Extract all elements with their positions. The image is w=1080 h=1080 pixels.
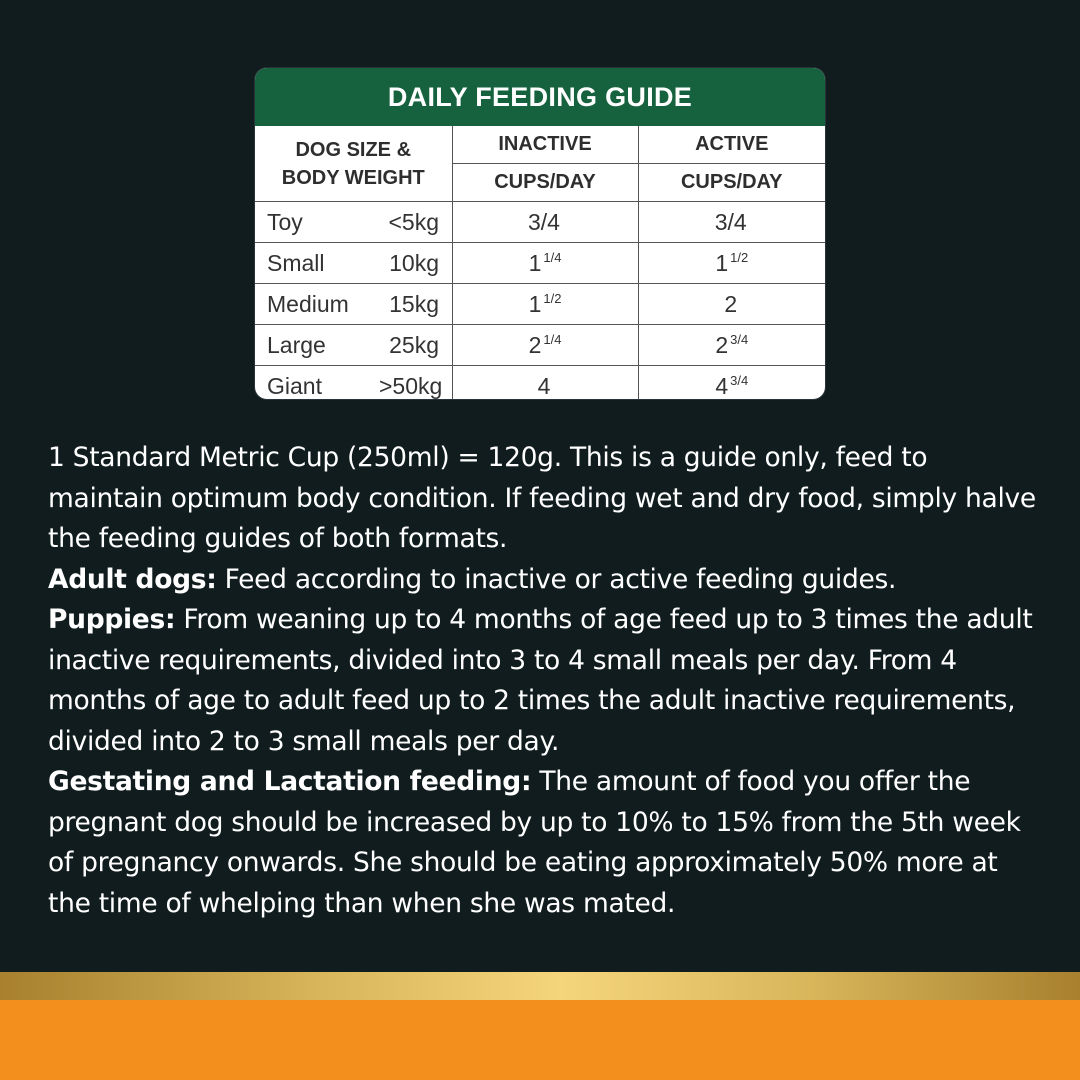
inactive-cups-whole: 4: [537, 372, 551, 399]
inactive-cups-whole: 2: [528, 331, 542, 358]
body-weight: <5kg: [388, 208, 439, 235]
active-cups-cell: [638, 284, 825, 325]
active-cups-fraction: 3/4: [730, 331, 749, 347]
inactive-column-header: INACTIVE: [452, 126, 638, 164]
active-cups-cell: [638, 366, 825, 400]
active-cups-whole: 4: [715, 372, 729, 399]
inactive-unit-header: CUPS/DAY: [452, 164, 638, 202]
feeding-information: [48, 438, 1038, 924]
size-cell: [255, 325, 452, 366]
size-name: Toy: [267, 208, 303, 235]
table-row: [255, 202, 825, 243]
active-cups-cell: [638, 325, 825, 366]
table-row: [255, 366, 825, 400]
size-header-line1: DOG SIZE &: [295, 138, 412, 161]
body-weight: 10kg: [389, 249, 439, 276]
active-unit-header: CUPS/DAY: [638, 164, 825, 202]
table-row: [255, 284, 825, 325]
table-title: DAILY FEEDING GUIDE: [255, 68, 825, 126]
size-column-header: [255, 126, 452, 202]
adult-dogs-text: Feed according to inactive or active feeding guides.: [216, 563, 897, 595]
active-cups-whole: 3/4: [714, 208, 747, 235]
inactive-cups-cell: [452, 284, 638, 325]
active-cups-cell: [638, 202, 825, 243]
body-weight: >50kg: [379, 372, 443, 399]
orange-stripe: [0, 1000, 1080, 1080]
size-name: Medium: [267, 290, 349, 317]
active-column-header: ACTIVE: [638, 126, 825, 164]
inactive-cups-cell: [452, 243, 638, 284]
inactive-cups-fraction: 1/4: [543, 249, 562, 265]
inactive-cups-cell: [452, 202, 638, 243]
active-cups-cell: [638, 243, 825, 284]
size-header-line2: BODY WEIGHT: [281, 166, 425, 189]
size-cell: [255, 366, 452, 400]
table-row: [255, 243, 825, 284]
table-row: [255, 325, 825, 366]
gestating-paragraph: [48, 762, 1038, 924]
active-cups-fraction: 3/4: [730, 372, 749, 388]
active-cups-whole: 1: [715, 249, 729, 276]
active-cups-whole: 2: [715, 331, 729, 358]
gold-stripe: [0, 972, 1080, 1000]
size-cell: [255, 284, 452, 325]
inactive-cups-fraction: 1/4: [543, 331, 562, 347]
feeding-guide-table: [255, 68, 825, 399]
active-cups-fraction: 1/2: [730, 249, 749, 265]
adult-dogs-label: Adult dogs:: [48, 563, 217, 595]
size-cell: [255, 202, 452, 243]
active-cups-whole: 2: [724, 290, 738, 317]
puppies-label: Puppies:: [48, 604, 176, 635]
adult-dogs-paragraph: [48, 560, 1038, 601]
intro-paragraph: 1 Standard Metric Cup (250ml) = 120g. This is a guide only, feed to maintain optimum body condition. If feeding wet and dry food, simply halve the feeding guides of both formats.: [48, 442, 1036, 554]
inactive-cups-cell: [452, 366, 638, 400]
gestating-label: Gestating and Lactation feeding:: [48, 766, 532, 797]
puppies-text: From weaning up to 4 months of age feed up to 3 times the adult inactive requirements, divided into 3 to 4 small meals per day. From 4 months of age to adult feed up to 2 times the adult inactive requirements, divided into 2 to 3 small meals per day.: [48, 604, 1033, 757]
puppies-paragraph: [48, 600, 1038, 762]
inactive-cups-whole: 1: [528, 249, 542, 276]
inactive-cups-whole: 1: [528, 290, 542, 317]
inactive-cups-whole: 3/4: [528, 208, 560, 235]
size-name: Giant: [267, 372, 322, 399]
size-name: Large: [267, 331, 326, 358]
body-weight: 25kg: [389, 331, 439, 358]
size-name: Small: [267, 249, 325, 276]
feeding-table: [255, 126, 825, 399]
size-cell: [255, 243, 452, 284]
inactive-cups-cell: [452, 325, 638, 366]
inactive-cups-fraction: 1/2: [543, 290, 562, 306]
body-weight: 15kg: [389, 290, 439, 317]
gestating-text: The amount of food you offer the pregnant dog should be increased by up to 10% to 15% from the 5th week of pregnancy onwards. She should be eating approximately 50% more at the time of whelping than when she was mated.: [48, 766, 1021, 919]
